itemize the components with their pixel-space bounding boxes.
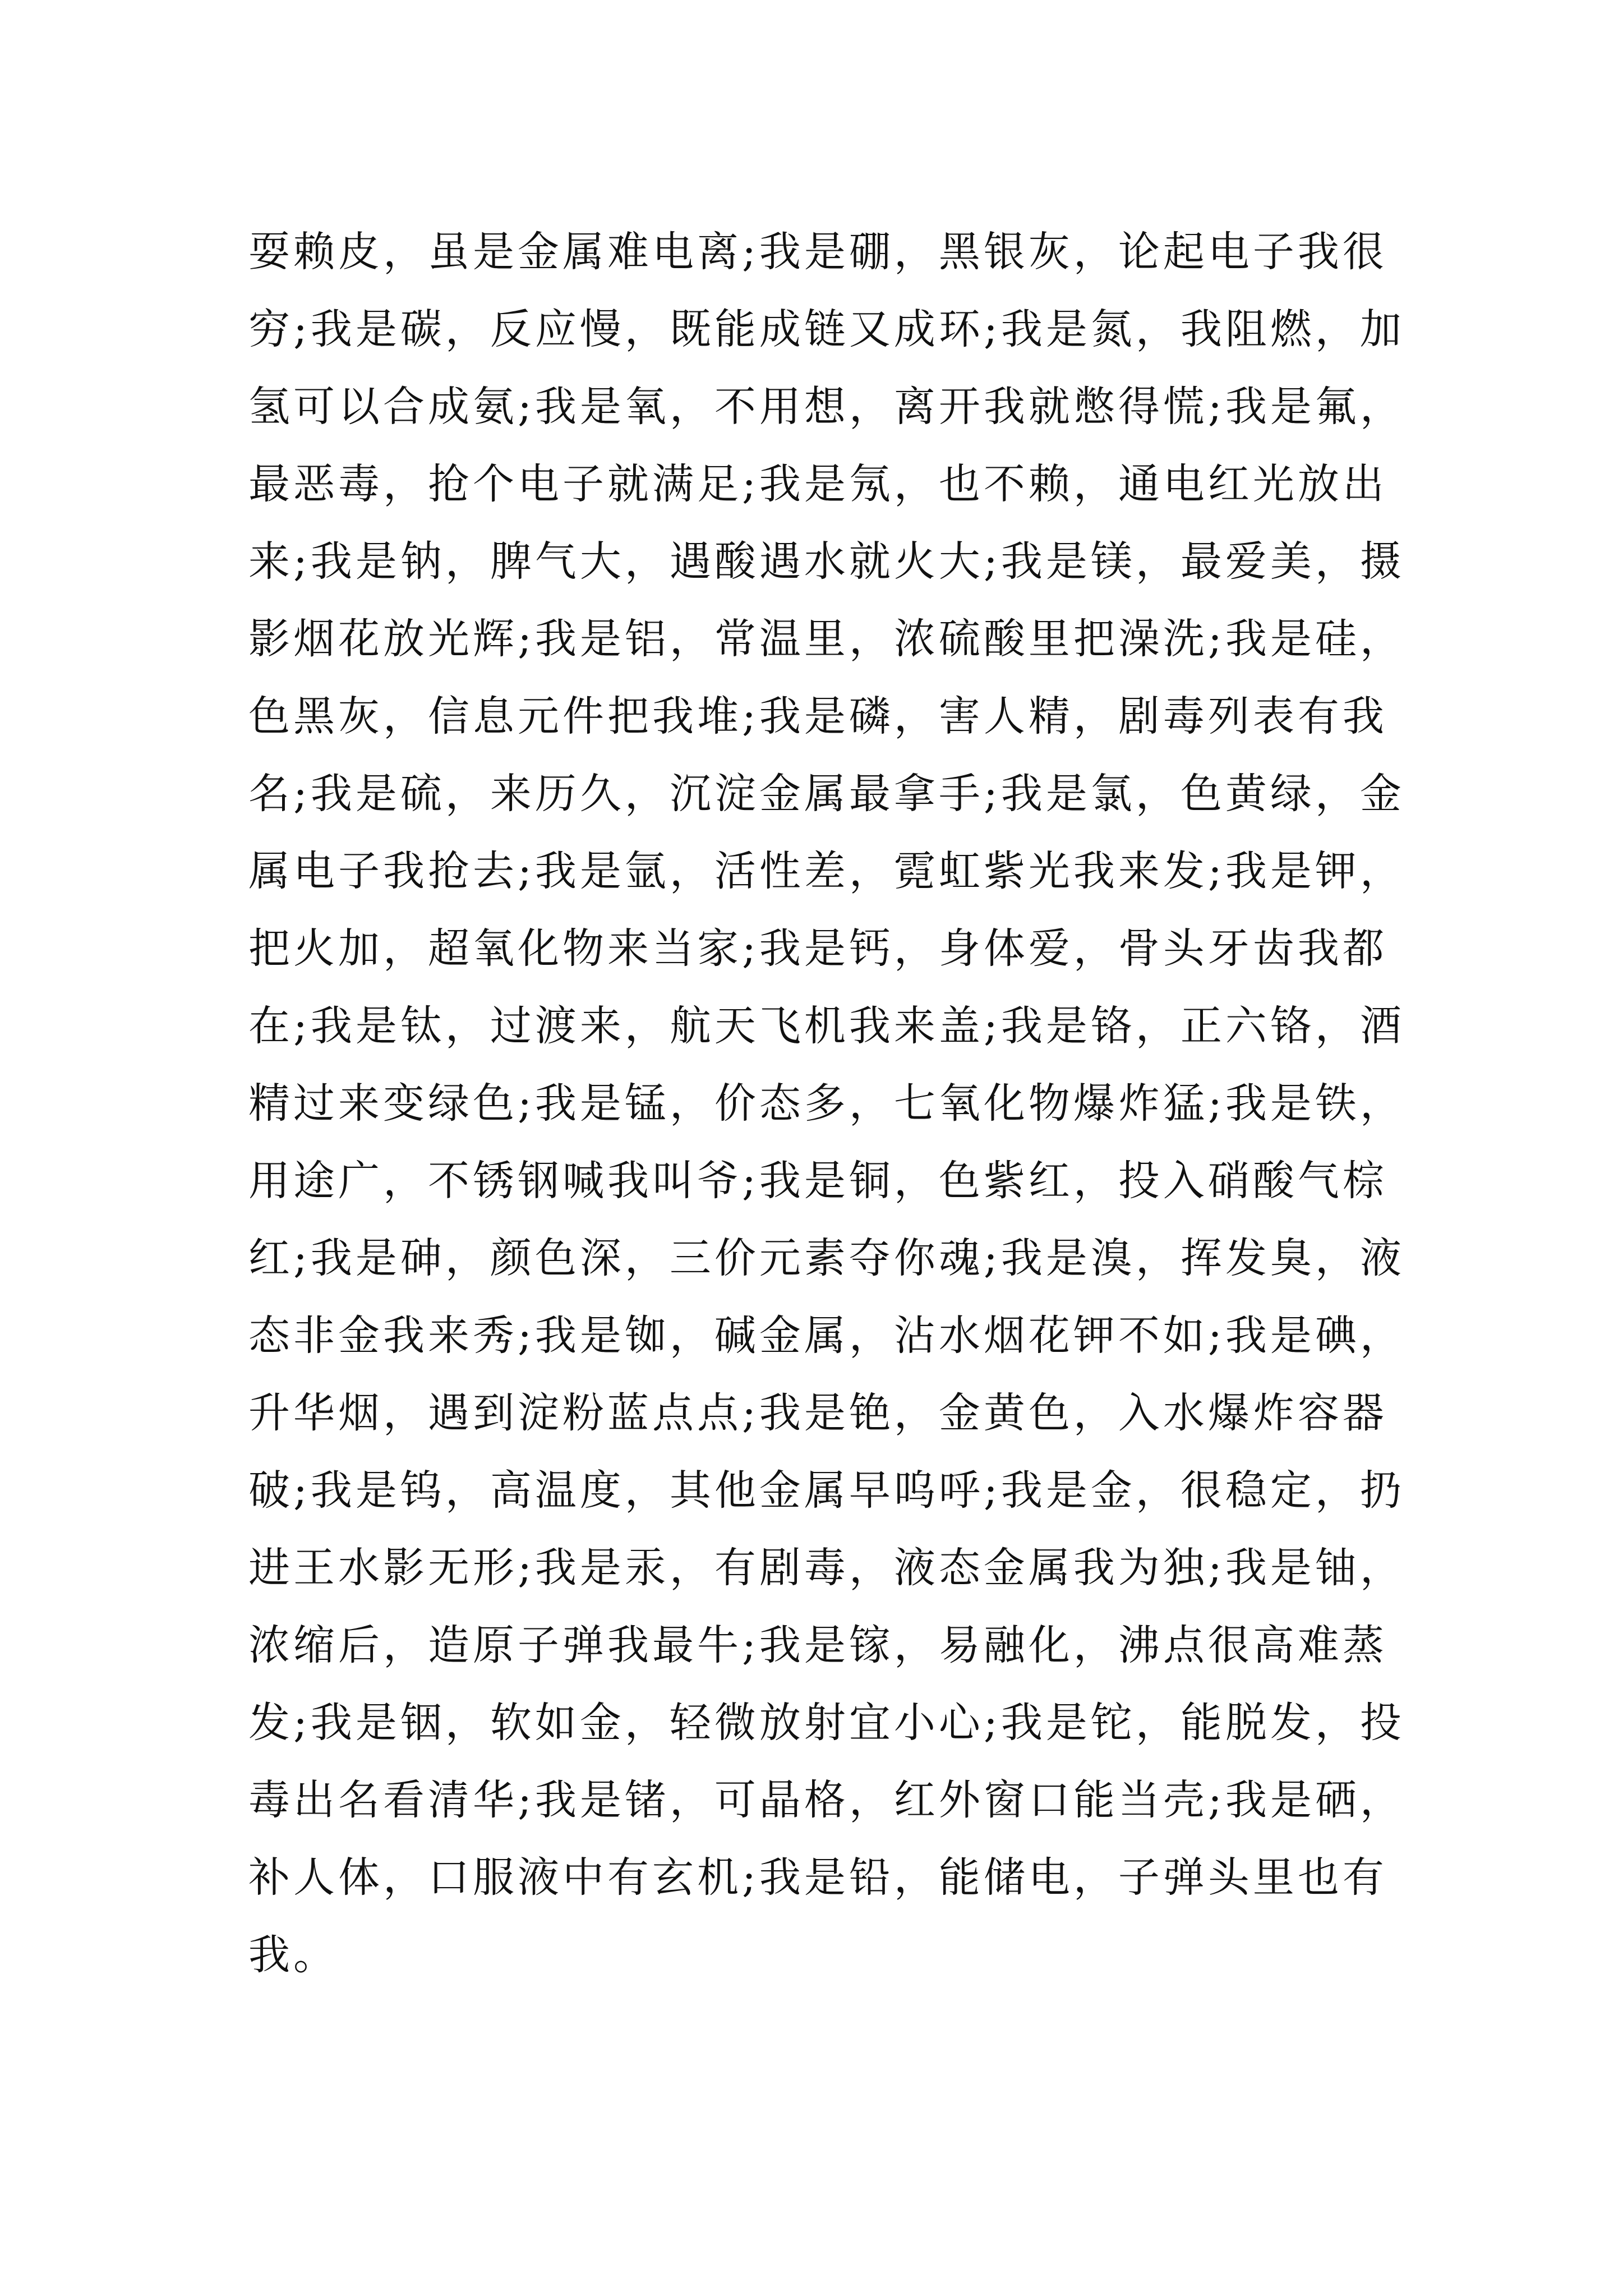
- text-line: 态非金我来秀;我是铷，碱金属，沾水烟花钾不如;我是碘，: [248, 1312, 1405, 1360]
- text-line: 红;我是砷，颜色深，三价元素夺你魂;我是溴，挥发臭，液: [248, 1234, 1405, 1282]
- text-line: 属电子我抢去;我是氩，活性差，霓虹紫光我来发;我是钾，: [248, 847, 1405, 895]
- text-line: 升华烟，遇到淀粉蓝点点;我是铯，金黄色，入水爆炸容器: [248, 1389, 1387, 1437]
- text-line: 色黑灰，信息元件把我堆;我是磷，害人精，剧毒列表有我: [248, 692, 1387, 740]
- body-text: [248, 213, 1405, 1994]
- text-line: 用途广，不锈钢喊我叫爷;我是铜，色紫红，投入硝酸气棕: [248, 1157, 1387, 1205]
- text-line: 氢可以合成氨;我是氧，不用想，离开我就憋得慌;我是氟，: [248, 383, 1405, 431]
- text-line: 影烟花放光辉;我是铝，常温里，浓硫酸里把澡洗;我是硅，: [248, 615, 1405, 663]
- text-line: 最恶毒，抢个电子就满足;我是氖，也不赖，通电红光放出: [248, 460, 1387, 508]
- text-line: 穷;我是碳，反应慢，既能成链又成环;我是氮，我阻燃，加: [248, 305, 1405, 353]
- text-line: 毒出名看清华;我是锗，可晶格，红外窗口能当壳;我是硒，: [248, 1776, 1405, 1824]
- text-line: 在;我是钛，过渡来，航天飞机我来盖;我是铬，正六铬，酒: [248, 1002, 1405, 1050]
- text-line: 来;我是钠，脾气大，遇酸遇水就火大;我是镁，最爱美，摄: [248, 537, 1405, 586]
- text-line: 我。: [248, 1931, 338, 1979]
- text-line: 进王水影无形;我是汞，有剧毒，液态金属我为独;我是铀，: [248, 1544, 1405, 1592]
- text-line: 破;我是钨，高温度，其他金属早呜呼;我是金，很稳定，扔: [248, 1466, 1405, 1515]
- text-line: 把火加，超氧化物来当家;我是钙，身体爱，骨头牙齿我都: [248, 924, 1387, 973]
- text-line: 补人体，口服液中有玄机;我是铅，能储电，子弹头里也有: [248, 1853, 1387, 1902]
- text-line: 名;我是硫，来历久，沉淀金属最拿手;我是氯，色黄绿，金: [248, 770, 1405, 818]
- text-line: 发;我是铟，软如金，轻微放射宜小心;我是铊，能脱发，投: [248, 1699, 1405, 1747]
- text-line: 浓缩后，造原子弹我最牛;我是镓，易融化，沸点很高难蒸: [248, 1621, 1387, 1669]
- text-line: 精过来变绿色;我是锰，价态多，七氧化物爆炸猛;我是铁，: [248, 1079, 1405, 1128]
- text-line: 耍赖皮，虽是金属难电离;我是硼，黑银灰，论起电子我很: [248, 228, 1387, 276]
